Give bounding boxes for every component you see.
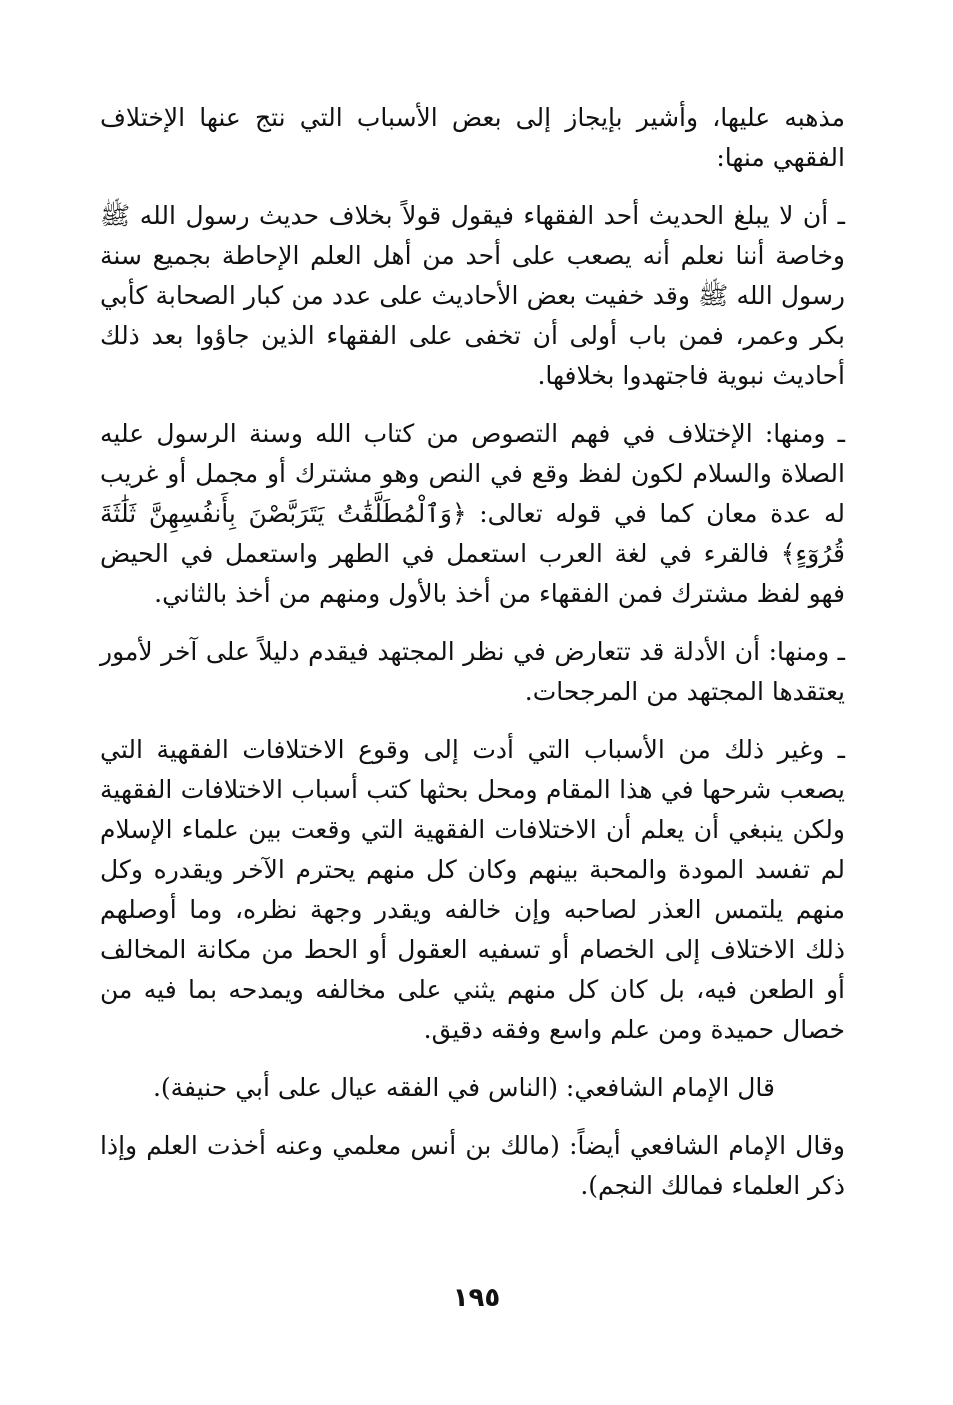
- shafii-quote-abu-hanifa: قال الإمام الشافعي: (الناس في الفقه عيال على أبي حنيفة).: [152, 1073, 775, 1102]
- page-number: ١٩٥: [452, 1283, 501, 1313]
- reason-text-interpretation: ـ ومنها: الإختلاف في فهم التصوص من كتاب الله وسنة الرسول عليه الصلاة والسلام لكون لفظ وقع في النص وهو مشترك أو مجمل أو غريب له عدة معان كما في قوله تعالى: ﴿وَٱلْمُطَلَّقَٰتُ يَتَرَبَّصْنَ بِأَنفُسِهِنَّ ثَلَٰثَةَ قُرُوٓءٍ﴾ فالقرء في لغة العرب استعمل في الطهر واستعمل في الحيض فهو لفظ مشترك فمن الفقهاء من أخذ بالأول ومنهم من أخذ بالثاني.: [100, 419, 845, 608]
- reason-hadith-not-reached: ـ أن لا يبلغ الحديث أحد الفقهاء فيقول قولاً بخلاف حديث رسول الله ﷺ وخاصة أننا نعلم أنه يصعب على أحد من أهل العلم الإحاطة بجميع سنة رسول الله ﷺ وقد خفيت بعض الأحاديث على عدد من كبار الصحابة كأبي بكر وعمر، فمن باب أولى أن تخفى على الفقهاء الذين جاؤوا بعد ذلك أحاديث نبوية فاجتهدوا بخلافها.: [100, 201, 845, 390]
- shafii-quote-malik: وقال الإمام الشافعي أيضاً: (مالك بن أنس معلمي وعنه أخذت العلم وإذا ذكر العلماء فمالك النجم).: [100, 1131, 845, 1200]
- reason-conflicting-evidence: ـ ومنها: أن الأدلة قد تتعارض في نظر المجتهد فيقدم دليلاً على آخر لأمور يعتقدها المجتهد من المرجحات.: [100, 637, 845, 706]
- page-body: [100, 98, 845, 1224]
- other-reasons-paragraph: ـ وغير ذلك من الأسباب التي أدت إلى وقوع الاختلافات الفقهية التي يصعب شرحها في هذا المقام ومحل بحثها كتب أسباب الاختلافات الفقهية ولكن ينبغي أن يعلم أن الاختلافات الفقهية التي وقعت بين علماء الإسلام لم تفسد المودة والمحبة بينهم وكان كل منهم يحترم الآخر ويقدره وكل منهم يلتمس العذر لصاحبه وإن خالفه ويقدر وجهة نظره، وما أوصلهم ذلك الاختلاف إلى الخصام أو تسفيه العقول أو الحط من مكانة المخالف أو الطعن فيه، بل كان كل منهم يثني على مخالفه ويمدحه بما فيه من خصال حميدة ومن علم واسع وفقه دقيق.: [100, 735, 845, 1044]
- intro-paragraph: مذهبه عليها، وأشير بإيجاز إلى بعض الأسباب التي نتج عنها الإختلاف الفقهي منها:: [100, 103, 845, 172]
